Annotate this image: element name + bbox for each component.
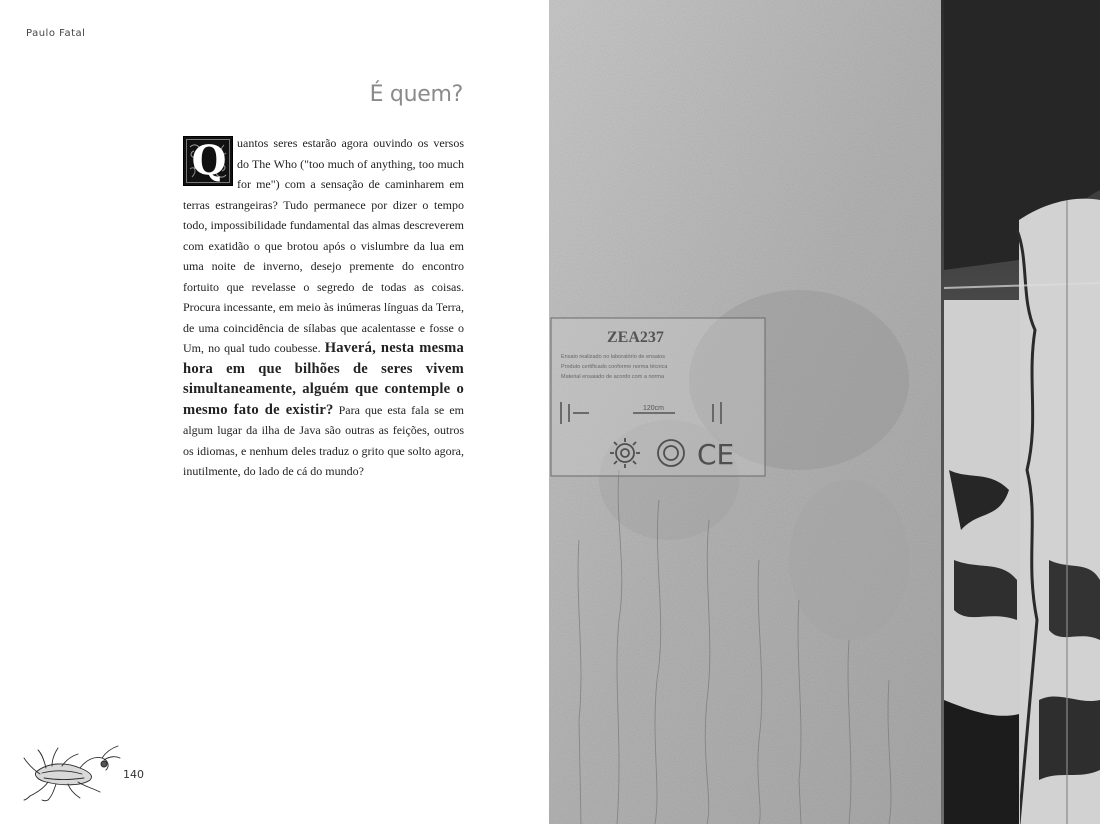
article-body — [183, 133, 464, 482]
page-title: É quem? — [369, 82, 463, 107]
label-fine-print-2: Material ensaiado de acordo com a norma — [561, 374, 665, 380]
dropcap-letter: Q — [191, 137, 227, 184]
page-number: 140 — [123, 768, 144, 781]
running-header-author: Paulo Fatal — [26, 28, 86, 39]
dropcap — [183, 136, 233, 186]
paragraph-intro: uantos seres estarão agora ouvindo os versos do The Who ("too much of anything, too much for me") com a sensação de caminharem em terras estrangeiras? Tudo permanece por dizer o tempo todo, impossibilidade fundamental das almas descreverem com exatidão o que brotou após o vislumbre da lua em uma noite de inverno, desejo premente do encontro fortuito que revelasse o segredo de todas as coisas. Procura incessante, em meio às inúmeras línguas da Terra, de uma coincidência de sílabas que acalentasse e fosse o Um, no qual tudo coubesse. — [183, 136, 464, 355]
label-measure: 120cm — [643, 405, 665, 412]
ce-mark: CE — [697, 438, 735, 471]
label-fine-print-0: Ensaio realizado no laboratório de ensaios — [561, 354, 665, 360]
label-code: ZEA237 — [607, 329, 664, 346]
left-page — [0, 0, 549, 824]
paragraph-end: Para que esta fala se em algum lugar da ilha de Java são outras as feições, outros os idiomas, e nenhum deles traduz o grito que solto agora, inutilmente, do lado de cá do mundo? — [183, 402, 464, 478]
textured-wall-photo — [549, 0, 1100, 824]
insect-illustration-icon — [22, 742, 122, 802]
label-fine-print-1: Produto certificado conforme norma técnica — [561, 364, 668, 370]
paragraph-emphasis: Haverá, nesta mesma hora em que bilhões de seres vivem simultaneamente, alguém que contemple o mesmo fato de existir? — [183, 340, 464, 418]
